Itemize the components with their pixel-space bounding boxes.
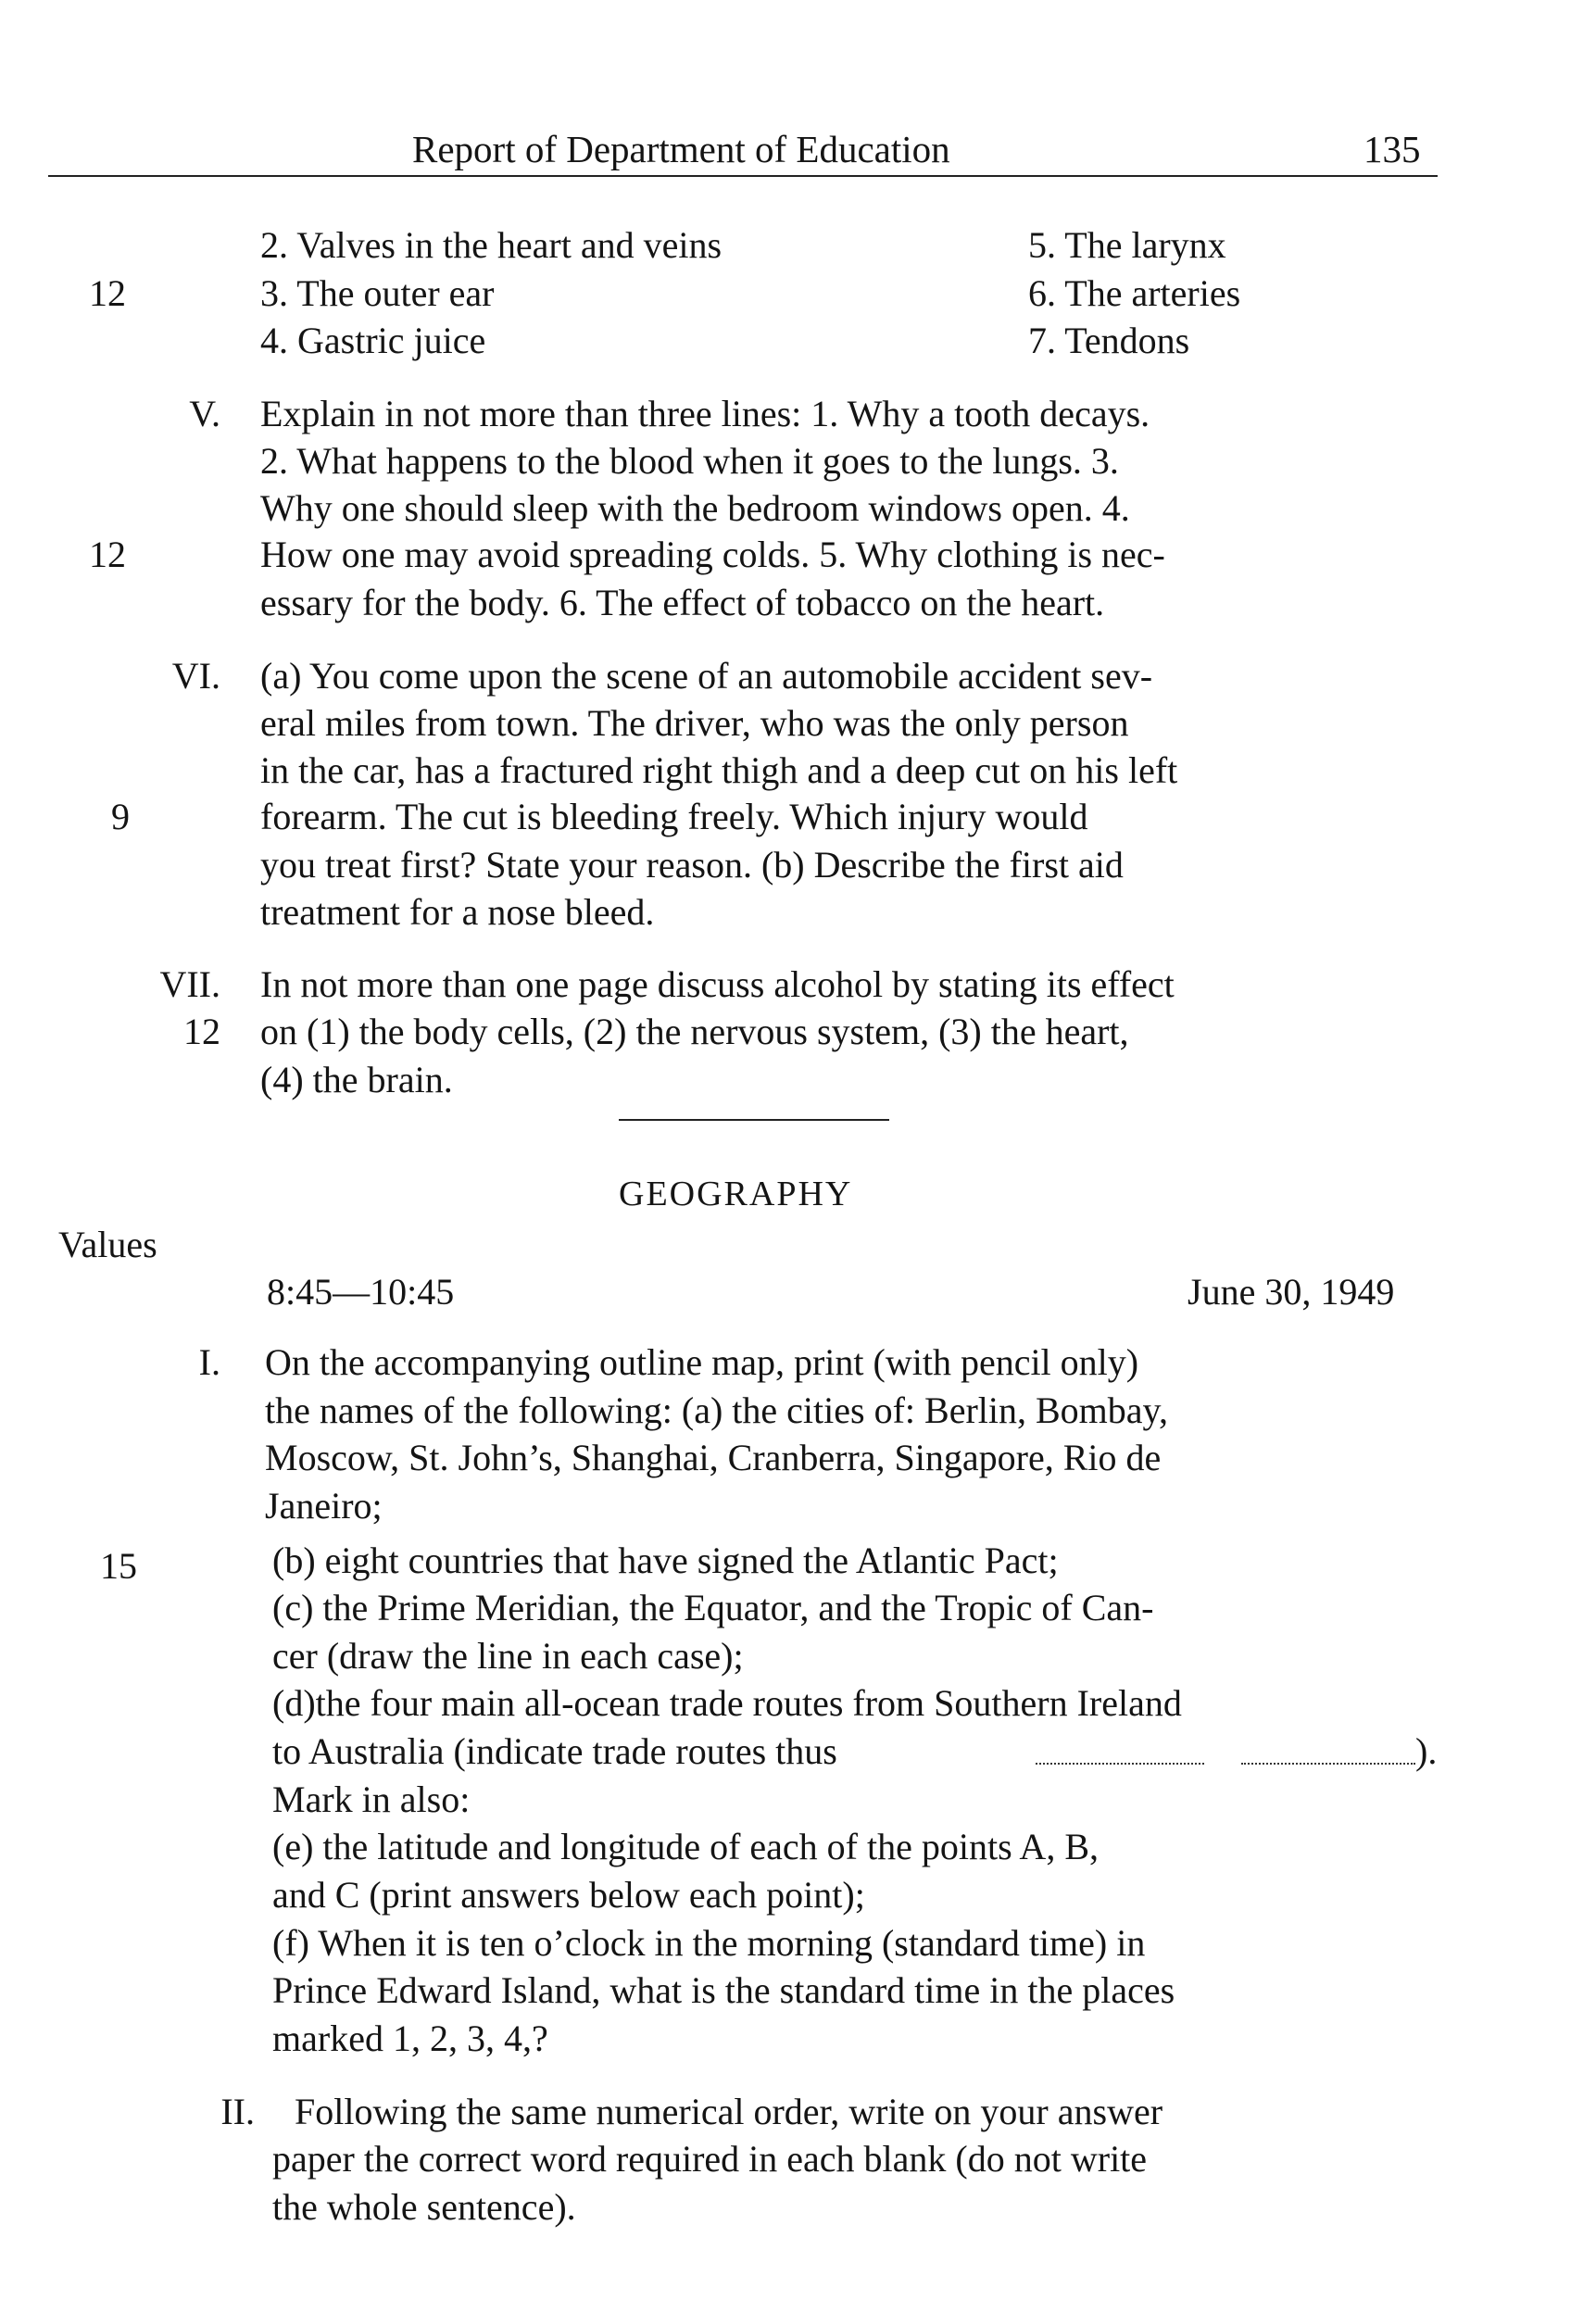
- g1-value: 15: [100, 1545, 137, 1587]
- text-line: (a) You come upon the scene of an automobile accident sev-: [260, 655, 1153, 697]
- text-line: (e) the latitude and longitude of each of the points A, B,: [272, 1826, 1099, 1867]
- text-line: (c) the Prime Meridian, the Equator, and the Tropic of Can-: [272, 1587, 1154, 1628]
- text-line: 2. What happens to the blood when it goes to the lungs. 3.: [260, 440, 1119, 482]
- exam-time: 8:45—10:45: [267, 1271, 455, 1313]
- text-line: (d)the four main all-ocean trade routes from Southern Ireland: [272, 1682, 1182, 1724]
- text-line: in the car, has a fractured right thigh and a deep cut on his left: [260, 749, 1178, 791]
- text-line: you treat first? State your reason. (b) Describe the first aid: [260, 844, 1124, 886]
- q5-value: 12: [89, 534, 126, 575]
- text-line: Why one should sleep with the bedroom windows open. 4.: [260, 487, 1130, 529]
- q4-value: 12: [89, 272, 126, 314]
- list-item: 4. Gastric juice: [260, 320, 486, 361]
- header-rule: [48, 175, 1438, 177]
- values-label: Values: [58, 1224, 157, 1265]
- exam-date: June 30, 1949: [1188, 1271, 1395, 1313]
- text-line: to Australia (indicate trade routes thus: [272, 1730, 837, 1772]
- q6-value: 9: [111, 796, 130, 837]
- list-item: 6. The arteries: [1028, 272, 1241, 314]
- text-line: (b) eight countries that have signed the Atlantic Pact;: [272, 1540, 1059, 1581]
- list-item: 2. Valves in the heart and veins: [260, 224, 723, 266]
- q7-value: 12: [183, 1011, 220, 1052]
- page-number: 135: [1364, 128, 1421, 170]
- trade-route-dotted-line: [1241, 1763, 1415, 1765]
- text-line: Explain in not more than three lines: 1. Why a tooth decays.: [260, 393, 1150, 434]
- text-line: In not more than one page discuss alcohol by stating its effect: [260, 963, 1175, 1005]
- running-title: Report of Department of Education: [412, 128, 950, 170]
- text-line: On the accompanying outline map, print (with pencil only): [265, 1341, 1139, 1383]
- text-line: essary for the body. 6. The effect of tobacco on the heart.: [260, 582, 1105, 623]
- text-line: treatment for a nose bleed.: [260, 891, 655, 933]
- text-line: Mark in also:: [272, 1778, 471, 1820]
- q6-numeral: VI.: [171, 655, 220, 697]
- text-line: forearm. The cut is bleeding freely. Which injury would: [260, 796, 1088, 837]
- text-line: the whole sentence).: [272, 2186, 576, 2228]
- text-line: and C (print answers below each point);: [272, 1874, 865, 1916]
- text-line: Prince Edward Island, what is the standard time in the places: [272, 1969, 1175, 2011]
- text-line: cer (draw the line in each case);: [272, 1635, 744, 1677]
- text-line: (4) the brain.: [260, 1059, 453, 1100]
- text-line: Janeiro;: [265, 1485, 383, 1527]
- q5-numeral: V.: [189, 393, 220, 434]
- text-line: How one may avoid spreading colds. 5. Why clothing is nec-: [260, 534, 1165, 575]
- list-item: 3. The outer ear: [260, 272, 495, 314]
- text-line: the names of the following: (a) the cities of: Berlin, Bombay,: [265, 1389, 1168, 1431]
- text-line: on (1) the body cells, (2) the nervous system, (3) the heart,: [260, 1011, 1129, 1052]
- section-divider: [619, 1119, 889, 1121]
- g2-numeral: II.: [220, 2091, 255, 2132]
- trade-route-dotted-line: [1036, 1763, 1204, 1765]
- section-title: GEOGRAPHY: [619, 1175, 853, 1213]
- list-item: 7. Tendons: [1028, 320, 1190, 361]
- text-line: eral miles from town. The driver, who was the only person: [260, 702, 1129, 744]
- list-item: 5. The larynx: [1028, 224, 1226, 266]
- text-line: paper the correct word required in each blank (do not write: [272, 2138, 1148, 2180]
- text-line: marked 1, 2, 3, 4,?: [272, 2017, 548, 2059]
- text-line: Following the same numerical order, write on your answer: [295, 2091, 1163, 2132]
- text-line: Moscow, St. John’s, Shanghai, Cranberra, Singapore, Rio de: [265, 1437, 1162, 1478]
- g1-numeral: I.: [198, 1341, 220, 1383]
- q7-numeral: VII.: [159, 963, 220, 1005]
- text-line: (f) When it is ten o’clock in the morning (standard time) in: [272, 1922, 1146, 1964]
- text-line: ).: [1415, 1730, 1438, 1772]
